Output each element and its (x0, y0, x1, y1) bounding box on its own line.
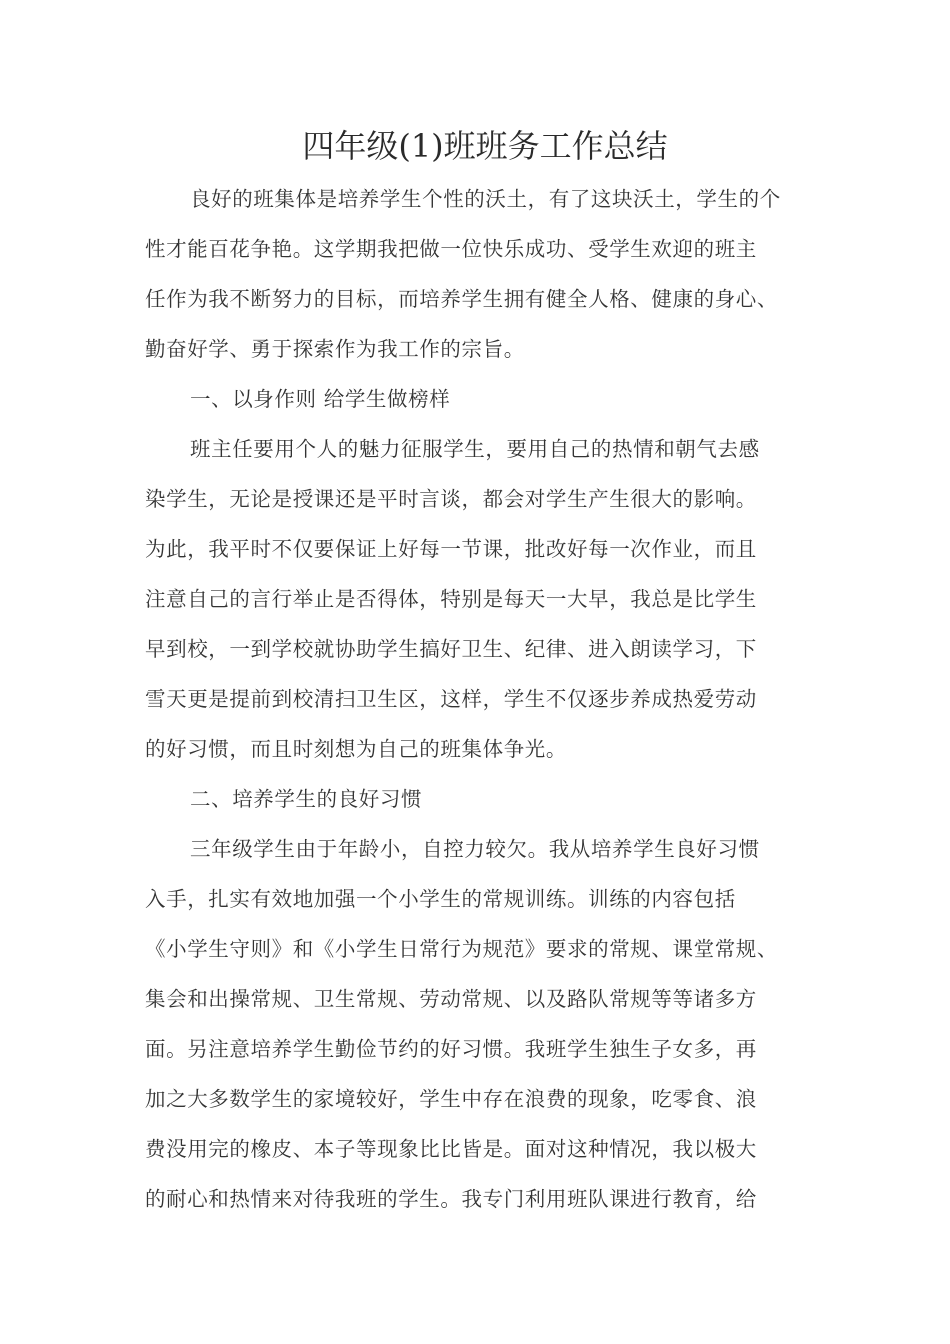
text-line: 注意自己的言行举止是否得体，特别是每天一大早，我总是比学生 (145, 587, 757, 611)
document-title: 四年级(1)班班务工作总结 (302, 127, 668, 165)
text-line: 《小学生守则》和《小学生日常行为规范》要求的常规、课堂常规、 (145, 937, 778, 961)
text-line: 费没用完的橡皮、本子等现象比比皆是。面对这种情况，我以极大 (145, 1137, 757, 1161)
text-line: 良好的班集体是培养学生个性的沃土，有了这块沃土，学生的个 (190, 187, 781, 211)
text-line: 加之大多数学生的家境较好，学生中存在浪费的现象，吃零食、浪 (145, 1087, 757, 1111)
text-line: 三年级学生由于年龄小，自控力较欠。我从培养学生良好习惯 (190, 837, 760, 861)
text-line: 班主任要用个人的魅力征服学生，要用自己的热情和朝气去感 (190, 437, 760, 461)
text-line: 面。另注意培养学生勤俭节约的好习惯。我班学生独生子女多，再 (145, 1037, 757, 1061)
section-heading: 一、以身作则 给学生做榜样 (190, 387, 451, 411)
text-line: 勤奋好学、勇于探索作为我工作的宗旨。 (145, 337, 525, 361)
text-line: 的好习惯，而且时刻想为自己的班集体争光。 (145, 737, 567, 761)
text-line: 早到校，一到学校就协助学生搞好卫生、纪律、进入朗读学习，下 (145, 637, 757, 661)
text-line: 集会和出操常规、卫生常规、劳动常规、以及路队常规等等诸多方 (145, 987, 757, 1011)
text-line: 的耐心和热情来对待我班的学生。我专门利用班队课进行教育，给 (145, 1187, 757, 1211)
text-line: 为此，我平时不仅要保证上好每一节课，批改好每一次作业，而且 (145, 537, 757, 561)
text-line: 染学生，无论是授课还是平时言谈，都会对学生产生很大的影响。 (145, 487, 757, 511)
text-line: 雪天更是提前到校清扫卫生区，这样，学生不仅逐步养成热爱劳动 (145, 687, 757, 711)
text-line: 入手，扎实有效地加强一个小学生的常规训练。训练的内容包括 (145, 887, 736, 911)
text-line: 任作为我不断努力的目标，而培养学生拥有健全人格、健康的身心、 (145, 287, 778, 311)
section-heading: 二、培养学生的良好习惯 (190, 787, 423, 811)
text-line: 性才能百花争艳。这学期我把做一位快乐成功、受学生欢迎的班主 (145, 237, 757, 261)
